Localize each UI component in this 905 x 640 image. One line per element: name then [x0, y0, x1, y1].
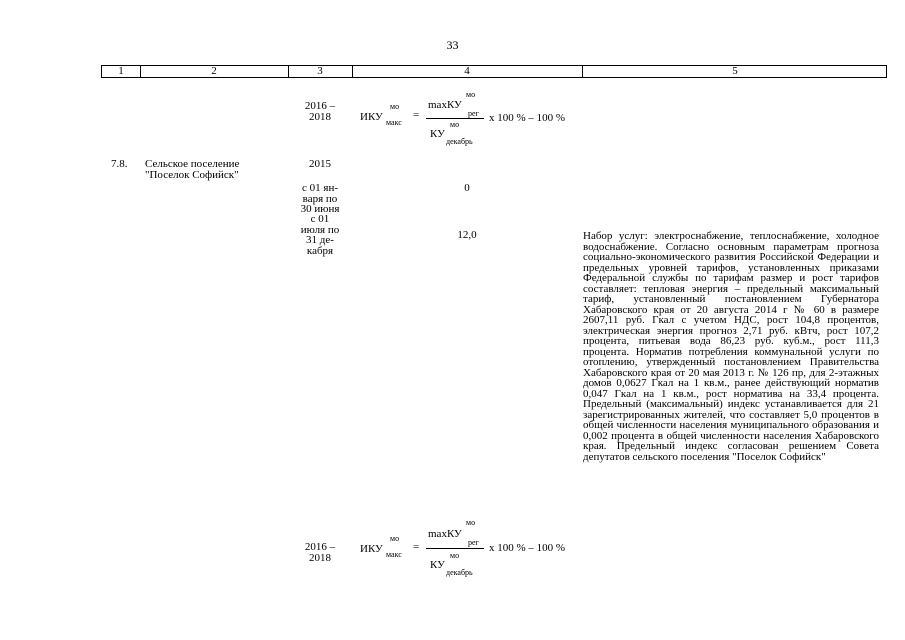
year-2015: 2015: [309, 158, 331, 170]
page-number: 33: [446, 38, 459, 52]
header-col-2: 2: [211, 65, 217, 77]
period-1: с 01 ян- варя по 30 июня: [300, 182, 340, 215]
period-top: 2016 – 2018: [304, 100, 336, 123]
formula-bottom: мо ИКУ макс = мо maxКУ рег мо КУ декабрь x 100 % – 100 %: [360, 518, 566, 577]
period-bottom: 2016 – 2018: [304, 541, 336, 564]
table-header-row: [101, 65, 887, 78]
header-col-5: 5: [732, 65, 738, 77]
period-2: с 01 июля по 31 де- кабря: [300, 213, 340, 257]
header-col-4: 4: [464, 65, 470, 77]
description: Набор услуг: электроснабжение, теплоснабжение, холодное водоснабжение. Согласно основным параметрам прогноза социально-экономического развития Российской Федерации и предельных уровней тарифов, установленных приказами Федеральной службы по тарифам размер и рост тарифов составляет: тепловая энергия – предельный максимальный тариф, установленный постановлением Губернатора Хабаровского края от 20 августа 2014 г № 60 в размере 2607,11 руб. Гкал с учетом НДС, рост 104,8 процентов, электрическая энергия прогноз 2,71 руб. кВтч, рост 107,2 процента, питьевая вода 86,23 руб. куб.м., рост 111,3 процента. Норматив потребления коммунальной услуги по отоплению, утвержденный постановлением Правительства Хабаровского края от 20 мая 2013 г. № 126 пр, для 2-этажных домов 0,0627 Гкал на 1 кв.м., ранее действующий норматив 0,047 Гкал на 1 кв.м., рост норматива на 33,4 процента. Предельный (максимальный) индекс устанавливается для 21 зарегистрированных жителей, что составляет 5,0 процентов в общей численности населения муниципального образования и 0,002 процента в общей численности населения Хабаровского края. Предельный индекс согласован решением Совета депутатов сельского поселения "Поселок Софийск": [583, 230, 879, 463]
value-2: 12,0: [457, 229, 477, 241]
settlement-name: Сельское поселение "Поселок Софийск": [145, 158, 240, 181]
row-number: 7.8.: [111, 158, 128, 170]
formula-top: мо ИКУ макс = мо maxКУ рег мо КУ декабрь x 100 % – 100 %: [360, 90, 566, 146]
value-1: 0: [464, 182, 470, 194]
header-col-1: 1: [118, 65, 124, 77]
header-col-3: 3: [317, 65, 323, 77]
